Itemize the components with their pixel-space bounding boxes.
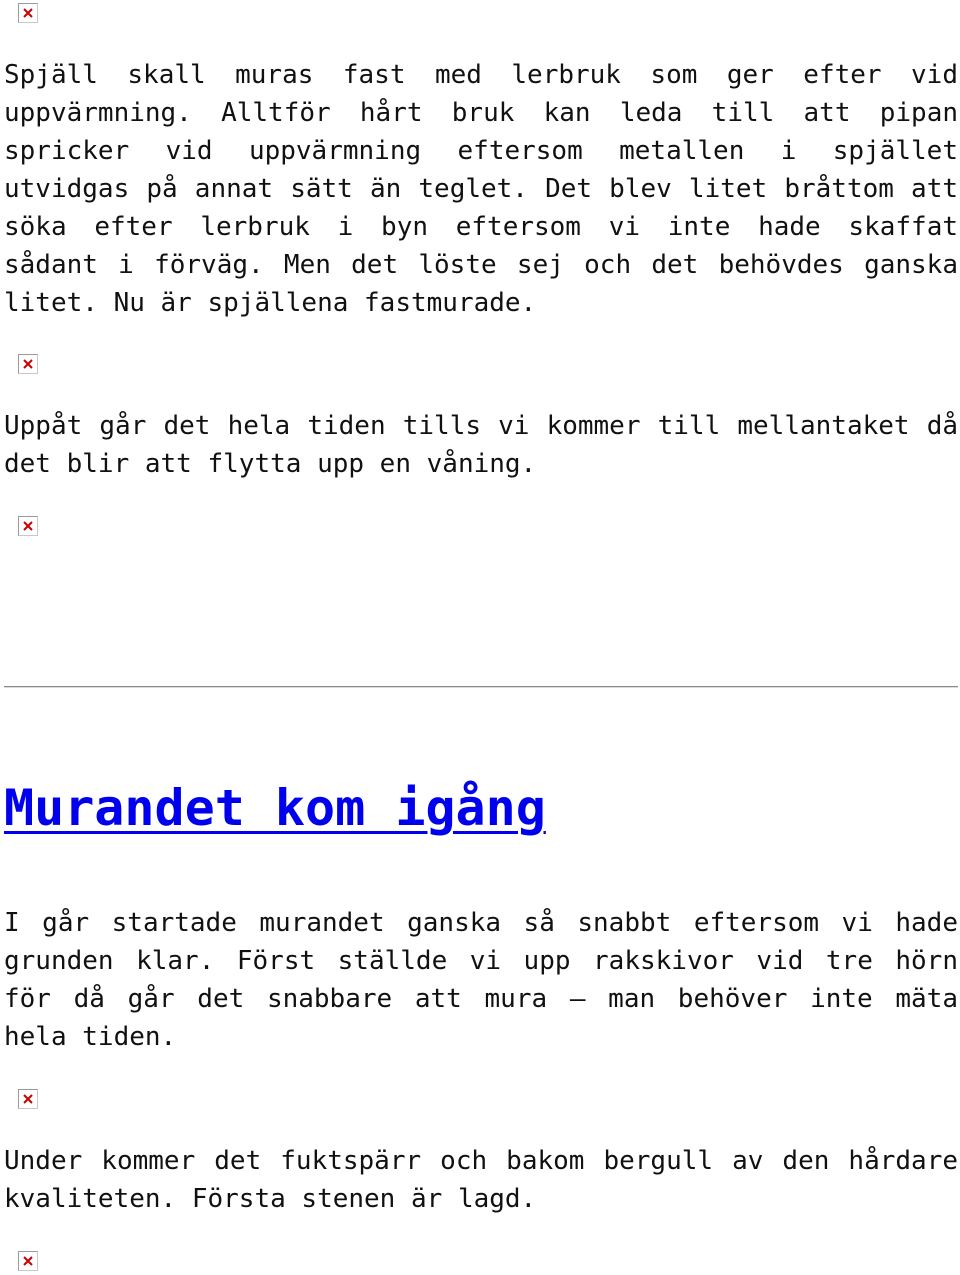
- broken-image-icon: [18, 3, 38, 23]
- section-title-link[interactable]: Murandet kom igång: [4, 779, 546, 837]
- paragraph-fuktsparr: Under kommer det fuktspärr och bakom bergull av den hårdare kvaliteten. Första stenen är lagd.: [4, 1146, 958, 1214]
- section-title: [4, 776, 546, 840]
- broken-image-icon: [18, 354, 38, 374]
- paragraph-murandet: I går startade murandet ganska så snabbt eftersom vi hade grunden klar. Först ställde vi upp rakskivor vid tre hörn för då går det snabbare att mura – man behöver inte mäta hela tiden.: [4, 908, 958, 1052]
- broken-image-icon: [18, 1089, 38, 1109]
- paragraph-uppat: Uppåt går det hela tiden tills vi kommer till mellantaket då det blir att flytta upp en våning.: [4, 411, 958, 479]
- horizontal-divider: [4, 686, 958, 688]
- broken-image-icon: [18, 516, 38, 536]
- paragraph-spjall: Spjäll skall muras fast med lerbruk som ger efter vid uppvärmning. Alltför hårt bruk kan leda till att pipan spricker vid uppvärmning eftersom metallen i spjället utvidgas på annat sätt än teglet. Det blev litet bråttom att söka efter lerbruk i byn eftersom vi inte hade skaffat sådant i förväg. Men det löste sej och det behövdes ganska litet. Nu är spjällena fastmurade.: [4, 60, 958, 318]
- broken-image-icon: [18, 1251, 38, 1271]
